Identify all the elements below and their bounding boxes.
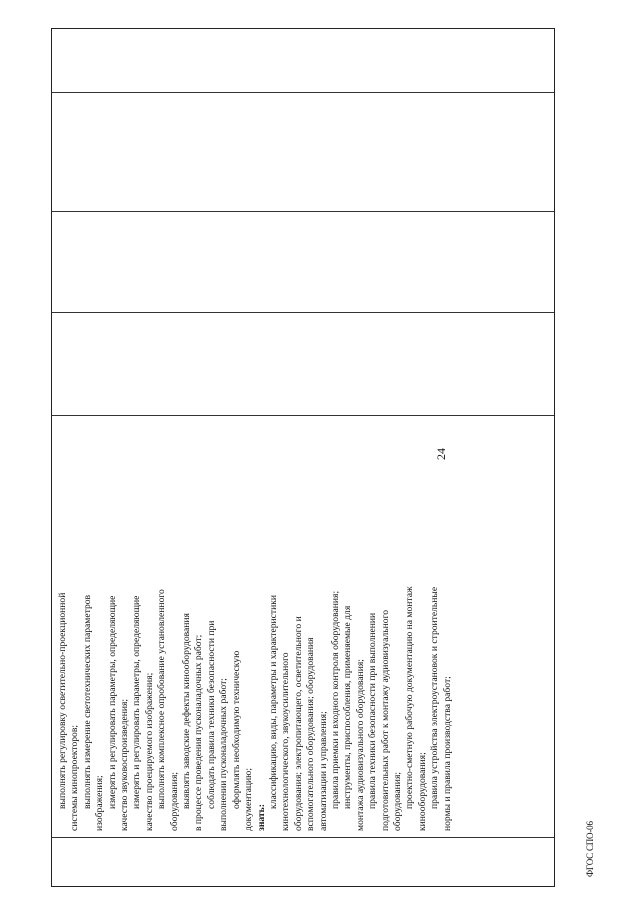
requirements-text-cell	[52, 417, 554, 837]
document-code: ФГОС СПО-06	[585, 821, 595, 877]
text-line: документацию;	[243, 767, 255, 831]
text-line: выполнении пусконаладочных работ;	[218, 678, 230, 831]
text-line: выявлять заводские дефекты кинооборудования	[181, 613, 193, 809]
text-line: правила техники безопасности при выполнении	[367, 612, 379, 809]
text-line: оформлять необходимую техническую	[230, 650, 242, 809]
text-line: монтажа аудиовизуального оборудования;	[354, 659, 366, 831]
text-line: измерять и регулировать параметры, определяющие	[106, 595, 118, 809]
text-line: качество звуковоспроизведения;	[119, 698, 131, 831]
text-line: системы кинопроекторов;	[69, 724, 81, 831]
text-line: в процессе проведения пусконаладочных работ;	[193, 634, 205, 831]
text-line: классификацию, виды, параметры и характеристики	[267, 594, 279, 809]
text-line: подготовительных работ к монтажу аудиовизуального	[379, 609, 391, 831]
text-line: проектно-сметную рабочую документацию на монтаж	[404, 586, 416, 809]
text-line: кинотехнологического, звукоусилительного	[280, 652, 292, 831]
text-line: оборудования;	[168, 771, 180, 831]
requirements-table	[51, 28, 555, 887]
text-line: изображения;	[94, 775, 106, 831]
table-column-divider	[52, 837, 554, 838]
text-line: кинооборудования;	[416, 752, 428, 831]
table-column-divider	[52, 312, 554, 313]
text-line: нормы и правила производства работ;	[441, 676, 453, 831]
text-line: оборудования; электропитающего, осветительного и	[292, 616, 304, 831]
text-line: качество проецируемого изображения;	[143, 672, 155, 831]
text-line: правила приемки и входного контроля оборудования;	[329, 590, 341, 809]
text-line: инструменты, приспособления, применяемые для	[342, 605, 354, 809]
table-column-divider	[52, 211, 554, 212]
text-line: правила устройства электроустановок и строительные	[429, 586, 441, 809]
text-line: знать:	[255, 804, 267, 831]
table-column-divider	[52, 415, 554, 416]
text-line: оборудования;	[391, 771, 403, 831]
text-line: измерять и регулировать параметры, определяющие	[131, 595, 143, 809]
text-line: выполнять регулировку осветительно-проекционной	[57, 592, 68, 809]
table-column-divider	[52, 92, 554, 93]
text-line: выполнять комплексное опробование установленного	[156, 589, 168, 809]
text-line: соблюдать правила техники безопасности при	[205, 620, 217, 809]
text-line: автоматизации и управления;	[317, 711, 329, 831]
text-line: вспомогательного оборудования; оборудования	[305, 637, 317, 831]
page-number: 24	[434, 448, 448, 460]
text-line: выполнять измерение светотехнических параметров	[81, 594, 93, 809]
